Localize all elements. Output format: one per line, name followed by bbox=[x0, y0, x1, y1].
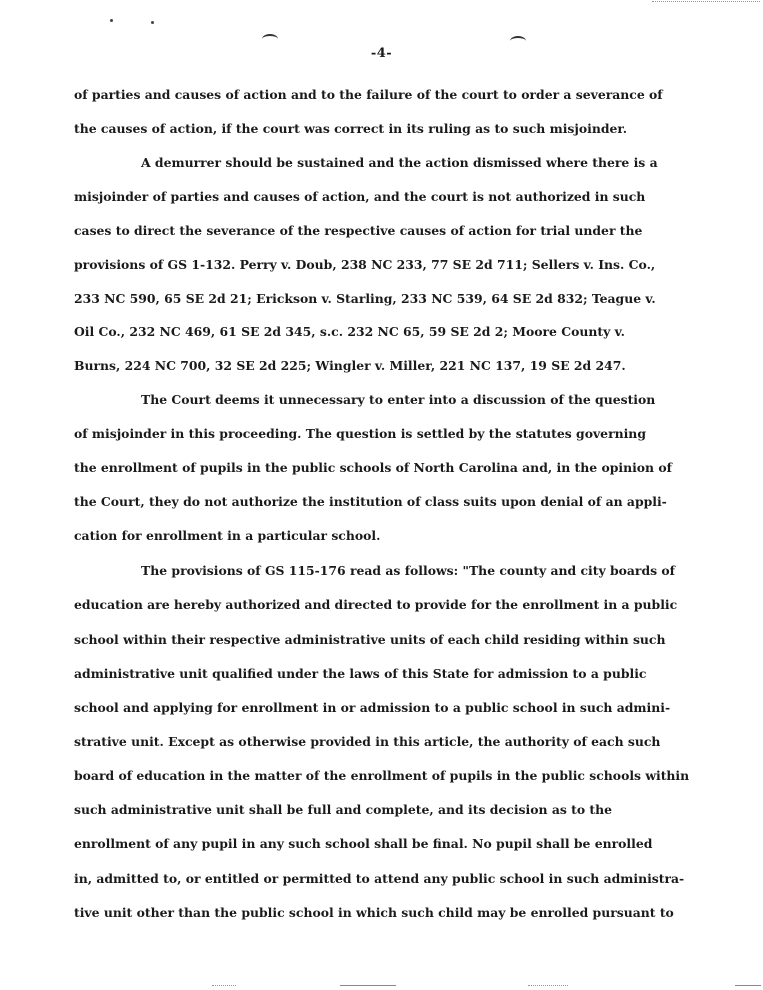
text-line: Burns, 224 NC 700, 32 SE 2d 225; Wingler v. Miller, 221 NC 137, 19 SE 2d 247. bbox=[74, 358, 626, 373]
scan-mark bbox=[510, 36, 526, 46]
scan-border bbox=[735, 985, 761, 986]
text-line: enrollment of any pupil in any such school shall be final. No pupil shall be enrolled bbox=[74, 836, 653, 851]
scan-border bbox=[652, 1, 760, 2]
text-line: administrative unit qualified under the laws of this State for admission to a public bbox=[74, 666, 647, 681]
text-line: A demurrer should be sustained and the action dismissed where there is a bbox=[141, 155, 658, 170]
text-line: 233 NC 590, 65 SE 2d 21; Erickson v. Starling, 233 NC 539, 64 SE 2d 832; Teague v. bbox=[74, 291, 656, 306]
text-line: of misjoinder in this proceeding. The question is settled by the statutes governing bbox=[74, 426, 646, 441]
text-line: The provisions of GS 115-176 read as follows: "The county and city boards of bbox=[141, 563, 675, 578]
text-line: such administrative unit shall be full and complete, and its decision as to the bbox=[74, 802, 613, 817]
text-line: the Court, they do not authorize the institution of class suits upon denial of an appli- bbox=[74, 494, 667, 509]
text-line: in, admitted to, or entitled or permitted to attend any public school in such administra- bbox=[74, 871, 685, 886]
scan-border bbox=[528, 985, 568, 986]
text-line: of parties and causes of action and to the failure of the court to order a severance of bbox=[74, 87, 663, 102]
text-line: cation for enrollment in a particular school. bbox=[74, 528, 381, 543]
page-number: -4- bbox=[370, 46, 393, 61]
text-line: misjoinder of parties and causes of action, and the court is not authorized in such bbox=[74, 189, 646, 204]
text-line: school within their respective administrative units of each child residing within such bbox=[74, 632, 666, 647]
scan-border bbox=[212, 985, 236, 986]
scan-speck bbox=[151, 21, 154, 24]
text-line: school and applying for enrollment in or admission to a public school in such admini- bbox=[74, 700, 671, 715]
text-line: The Court deems it unnecessary to enter into a discussion of the question bbox=[141, 392, 656, 407]
text-line: board of education in the matter of the enrollment of pupils in the public schools within bbox=[74, 768, 690, 783]
text-line: Oil Co., 232 NC 469, 61 SE 2d 345, s.c. 232 NC 65, 59 SE 2d 2; Moore County v. bbox=[74, 324, 625, 339]
scan-border bbox=[340, 985, 396, 986]
text-line: provisions of GS 1-132. Perry v. Doub, 238 NC 233, 77 SE 2d 711; Sellers v. Ins. Co., bbox=[74, 257, 656, 272]
text-line: education are hereby authorized and directed to provide for the enrollment in a public bbox=[74, 597, 678, 612]
scan-mark bbox=[262, 34, 278, 44]
text-line: tive unit other than the public school in which such child may be enrolled pursuant to bbox=[74, 905, 674, 920]
scan-speck bbox=[110, 19, 113, 22]
text-line: the causes of action, if the court was correct in its ruling as to such misjoinder. bbox=[74, 121, 628, 136]
text-line: the enrollment of pupils in the public schools of North Carolina and, in the opinion of bbox=[74, 460, 672, 475]
text-line: strative unit. Except as otherwise provided in this article, the authority of each such bbox=[74, 734, 661, 749]
text-line: cases to direct the severance of the respective causes of action for trial under the bbox=[74, 223, 643, 238]
